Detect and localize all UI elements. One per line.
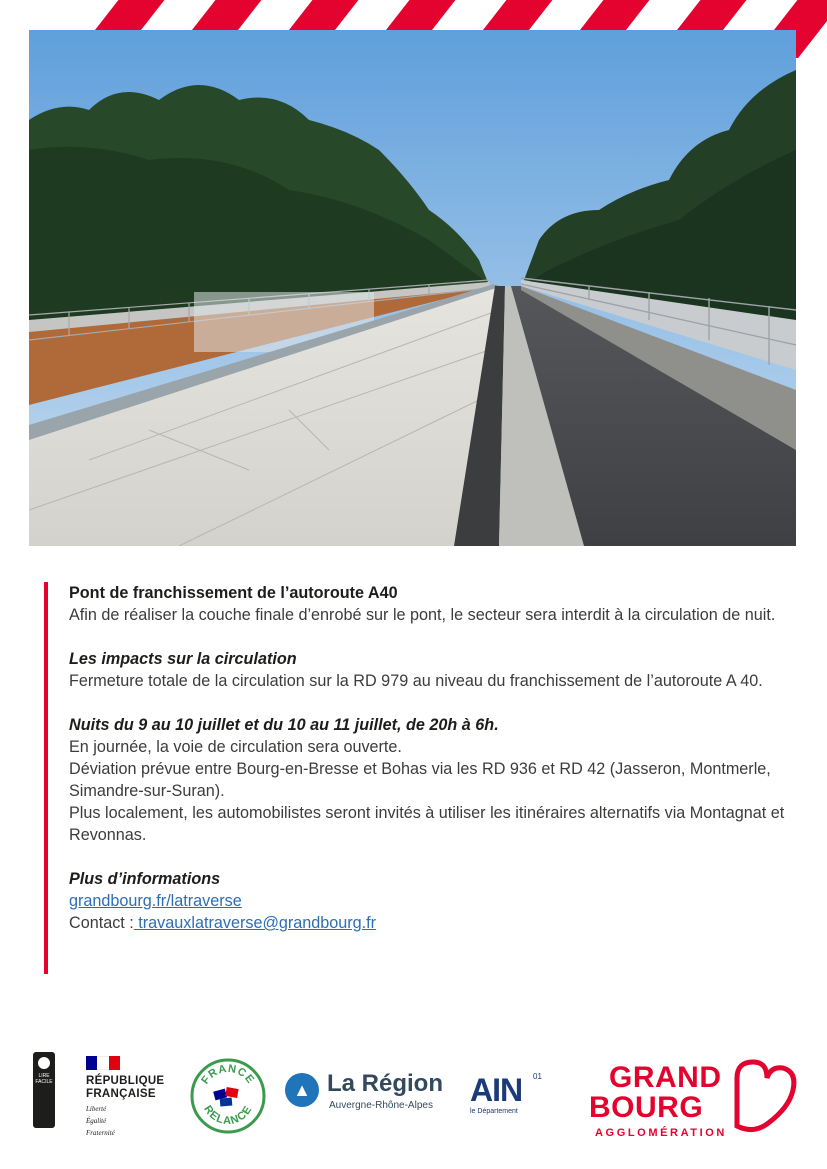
contact-email-link[interactable]: travauxlatraverse@grandbourg.fr bbox=[133, 914, 377, 932]
dates-line-local: Plus localement, les automobilistes seront invités à utiliser les itinéraires alternatifs via Montagnat et Revonnas. bbox=[69, 804, 785, 844]
region-sub: Auvergne-Rhône-Alpes bbox=[329, 1100, 433, 1111]
lire-facile-logo bbox=[33, 1052, 55, 1128]
republique-francaise-logo bbox=[86, 1056, 176, 1136]
ain-departement-logo bbox=[470, 1074, 550, 1124]
dates-line-day: En journée, la voie de circulation sera ouverte. bbox=[69, 738, 402, 756]
section-body-impacts: Fermeture totale de la circulation sur la RD 979 au niveau du franchissement de l’autoroute A 40. bbox=[69, 672, 763, 690]
facile-line2: FACILE bbox=[35, 1079, 53, 1085]
rf-motto3: Fraternité bbox=[86, 1129, 115, 1137]
info-link[interactable]: grandbourg.fr/latraverse bbox=[69, 892, 242, 910]
head-icon bbox=[36, 1055, 52, 1071]
contact-label: Contact : bbox=[69, 914, 134, 932]
ain-name: AIN bbox=[470, 1072, 523, 1108]
rf-line2: FRANÇAISE bbox=[86, 1088, 156, 1100]
gb-line1: GRAND bbox=[609, 1061, 722, 1094]
france-relance-top: FRANCE bbox=[199, 1062, 257, 1087]
section-title-bridge: Pont de franchissement de l’autoroute A40 bbox=[69, 584, 398, 602]
gb-line3: AGGLOMÉRATION bbox=[595, 1127, 727, 1139]
gb-line2: BOURG bbox=[589, 1091, 704, 1124]
france-relance-logo bbox=[190, 1058, 266, 1134]
france-relance-bottom: RELANCE bbox=[201, 1103, 255, 1128]
grand-bourg-logo bbox=[585, 1056, 800, 1156]
partner-logos bbox=[0, 1040, 827, 1160]
rf-motto1: Liberté bbox=[86, 1105, 107, 1113]
section-title-info: Plus d’informations bbox=[69, 870, 221, 888]
la-region-logo bbox=[285, 1070, 460, 1120]
dates-line-detour: Déviation prévue entre Bourg-en-Bresse et Bohas via les RD 936 et RD 42 (Jasseron, Montmerle, Simandre-sur-Suran). bbox=[69, 760, 771, 800]
section-body-bridge: Afin de réaliser la couche finale d’enrobé sur le pont, le secteur sera interdit à la circulation de nuit. bbox=[69, 606, 776, 624]
section-title-dates: Nuits du 9 au 10 juillet et du 10 au 11 juillet, de 20h à 6h. bbox=[69, 716, 499, 734]
french-flag-icon bbox=[86, 1056, 120, 1070]
bridge-illustration bbox=[29, 30, 796, 546]
section-title-impacts: Les impacts sur la circulation bbox=[69, 650, 297, 668]
region-name: La Région bbox=[327, 1070, 444, 1097]
bridge-photo bbox=[29, 30, 796, 546]
ain-number: 01 bbox=[533, 1072, 542, 1081]
heart-outline-icon bbox=[723, 1056, 799, 1136]
mountain-icon: ▲ bbox=[285, 1073, 319, 1107]
rf-line1: RÉPUBLIQUE bbox=[86, 1075, 165, 1087]
ain-sub: le Département bbox=[470, 1108, 518, 1115]
facile-line1: LIRE bbox=[38, 1073, 50, 1079]
rf-motto2: Égalité bbox=[86, 1117, 107, 1125]
works-notice bbox=[44, 582, 804, 974]
